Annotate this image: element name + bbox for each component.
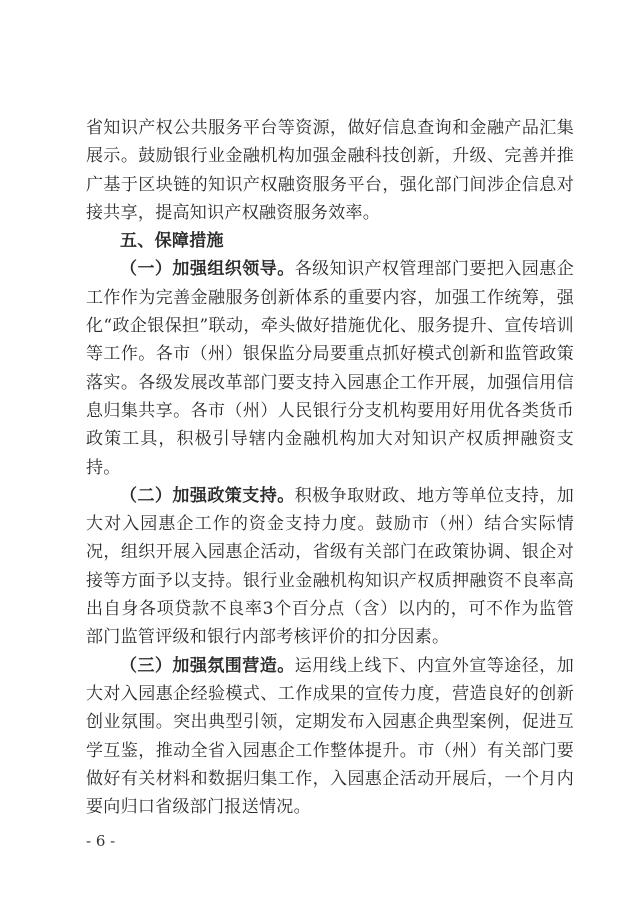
measure-text: 各级知识产权管理部门要把入园惠企工作作为完善金融服务创新体系的重要内容，加强工作统筹，强化“政企银保担”联动，牵头做好措施优化、服务提升、宣传培训等工作。各市（州）银保监分局要重点抓好模式创新和监管政策落实。各级发展改革部门要支持入园惠企工作开展，加强信用信息归集共享。各市（州）人民银行分支机构要用好用优各类货币政策工具，积极引导辖内金融机构加大对知识产权质押融资支持。: [86, 259, 574, 478]
measure-paragraph: [86, 652, 574, 822]
section-heading: 五、保障措施: [120, 231, 224, 252]
measure-title: （二）加强政策支持。: [120, 485, 295, 506]
measure-text: 运用线上线下、内宣外宣等途径，加大对入园惠企经验模式、工作成果的宣传力度，营造良好的创新创业氛围。突出典型引领，定期发布入园惠企典型案例，促进互学互鉴，推动全省入园惠企工作整体提升。市（州）有关部门要做好有关材料和数据归集工作，入园惠企活动开展后，一个月内要向归口省级部门报送情况。: [86, 655, 574, 818]
measure-text: 积极争取财政、地方等单位支持，加大对入园惠企工作的资金支持力度。鼓励市（州）结合实际情况，组织开展入园惠企活动，省级有关部门在政策协调、银企对接等方面予以支持。银行业金融机构知识产权质押融资不良率高出自身各项贷款不良率3个百分点（含）以内的，可不作为监管部门监管评级和银行内部考核评价的扣分因素。: [86, 485, 574, 648]
page-number: - 6 -: [86, 832, 116, 850]
measure-title: （三）加强氛围营造。: [120, 655, 295, 676]
intro-paragraph: 省知识产权公共服务平台等资源，做好信息查询和金融产品汇集展示。鼓励银行业金融机构加强金融科技创新，升级、完善并推广基于区块链的知识产权融资服务平台，强化部门间涉企信息对接共享，提高知识产权融资服务效率。: [86, 118, 574, 223]
measure-title: （一）加强组织领导。: [120, 259, 295, 280]
measure-paragraph: [86, 482, 574, 652]
document-body: [86, 114, 574, 821]
measure-paragraph: [86, 255, 574, 481]
